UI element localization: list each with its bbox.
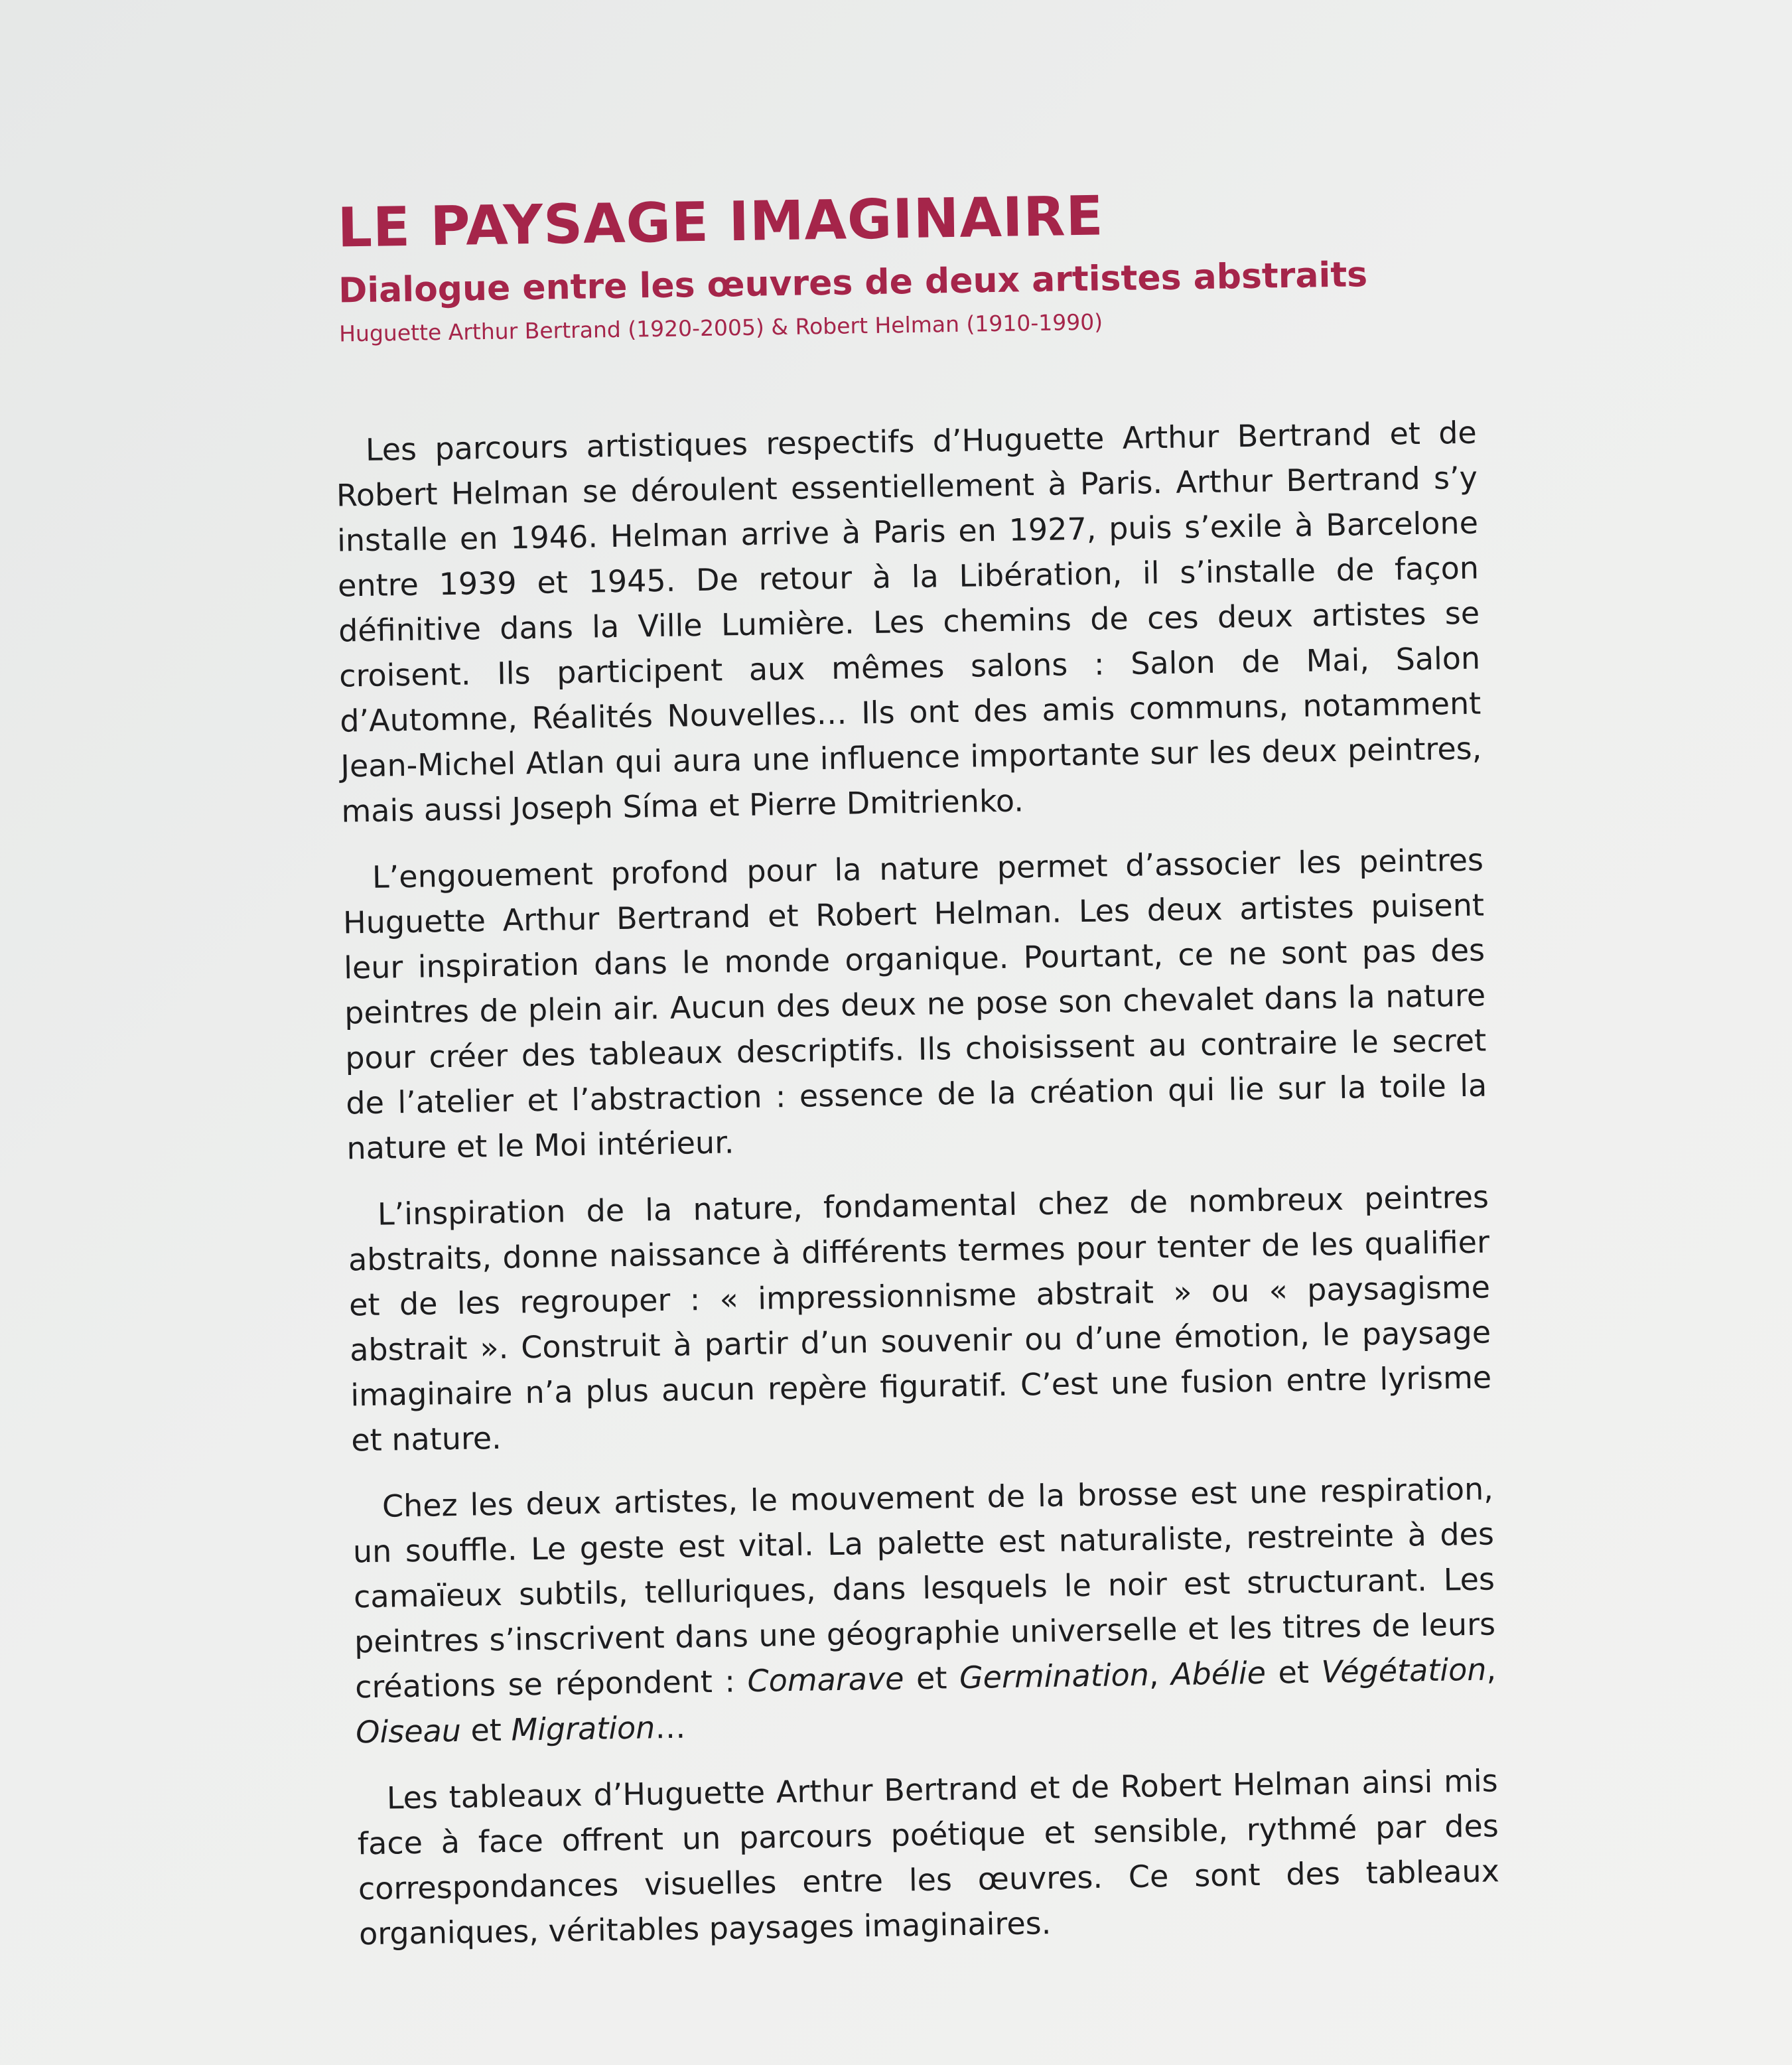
ellipsis: … xyxy=(654,1709,686,1746)
page-title: LE PAYSAGE IMAGINAIRE xyxy=(336,184,1105,260)
separator: , xyxy=(1148,1656,1172,1693)
artwork-title-vegetation: Végétation xyxy=(1321,1652,1487,1690)
paragraph-1: Les parcours artistiques respectifs d’Huguette Arthur Bertrand et de Robert Helman se déroulent essentiellement à Paris. Arthur Bertrand s’y installe en 1946. Helman arrive à Paris en 1927, puis s’exile à Barcelone entre 1939 et 1945. De retour à la Libération, il s’installe de façon définitive dans la Ville Lumière. Les chemins de ces deux artistes se croisent. Ils participent aux mêmes salons : Salon de Mai, Salon d’Automne, Réalités Nouvelles… Ils ont des amis communs, notamment Jean-Michel Atlan qui aura une influence importante sur les deux peintres, mais aussi Joseph Síma et Pierre Dmitrienko. xyxy=(336,415,1482,830)
paragraph-5: Les tableaux d’Huguette Arthur Bertrand et de Robert Helman ainsi mis face à face offrent un parcours poétique et sensible, rythmé par des correspondances visuelles entre les œuvres. Ce sont des tableaux organiques, véritables paysages imaginaires. xyxy=(357,1762,1500,1952)
separator: et xyxy=(903,1660,960,1697)
paragraph-4-text: Chez les deux artistes, le mouvement de la brosse est une respiration, un souffle. Le geste est vital. La palette est naturaliste, restreinte à des camaïeux subtils, telluriques, dans lesquels le noir est structurant. Les peintres s’inscrivent dans une géographie universelle et les titres de leurs créations se répondent : xyxy=(352,1470,1496,1705)
artwork-title-comarave: Comarave xyxy=(747,1660,904,1699)
separator: et xyxy=(460,1712,512,1749)
page-subtitle: Dialogue entre les œuvres de deux artistes abstraits xyxy=(338,255,1368,311)
artwork-title-abelie: Abélie xyxy=(1170,1655,1267,1693)
artwork-title-germination: Germination xyxy=(959,1657,1150,1696)
exhibition-panel xyxy=(318,180,1527,1978)
paragraph-3: L’inspiration de la nature, fondamental chez de nombreux peintres abstraits, donne naissance à différents termes pour tenter de les qualifier et de les regrouper : « impressionnisme abstrait » ou « paysagisme abstrait ». Construit à partir d’un souvenir ou d’une émotion, le paysage imaginaire n’a plus aucun repère figuratif. C’est une fusion entre lyrisme et nature. xyxy=(348,1178,1492,1459)
separator: et xyxy=(1265,1654,1322,1691)
separator: , xyxy=(1485,1651,1497,1688)
artwork-title-oiseau: Oiseau xyxy=(355,1713,462,1750)
artists-line: Huguette Arthur Bertrand (1920-2005) & Robert Helman (1910-1990) xyxy=(338,309,1103,347)
paragraph-2: L’engouement profond pour la nature permet d’associer les peintres Huguette Arthur Bertrand et Robert Helman. Les deux artistes puisent leur inspiration dans le monde organique. Pourtant, ce ne sont pas des peintres de plein air. Aucun des deux ne pose son chevalet dans la nature pour créer des tableaux descriptifs. Ils choisissent au contraire le secret de l’atelier et l’abstraction : essence de la création qui lie sur la toile la nature et le Moi intérieur. xyxy=(342,842,1487,1167)
paragraph-4 xyxy=(352,1466,1497,1755)
artwork-title-migration: Migration xyxy=(511,1709,655,1748)
